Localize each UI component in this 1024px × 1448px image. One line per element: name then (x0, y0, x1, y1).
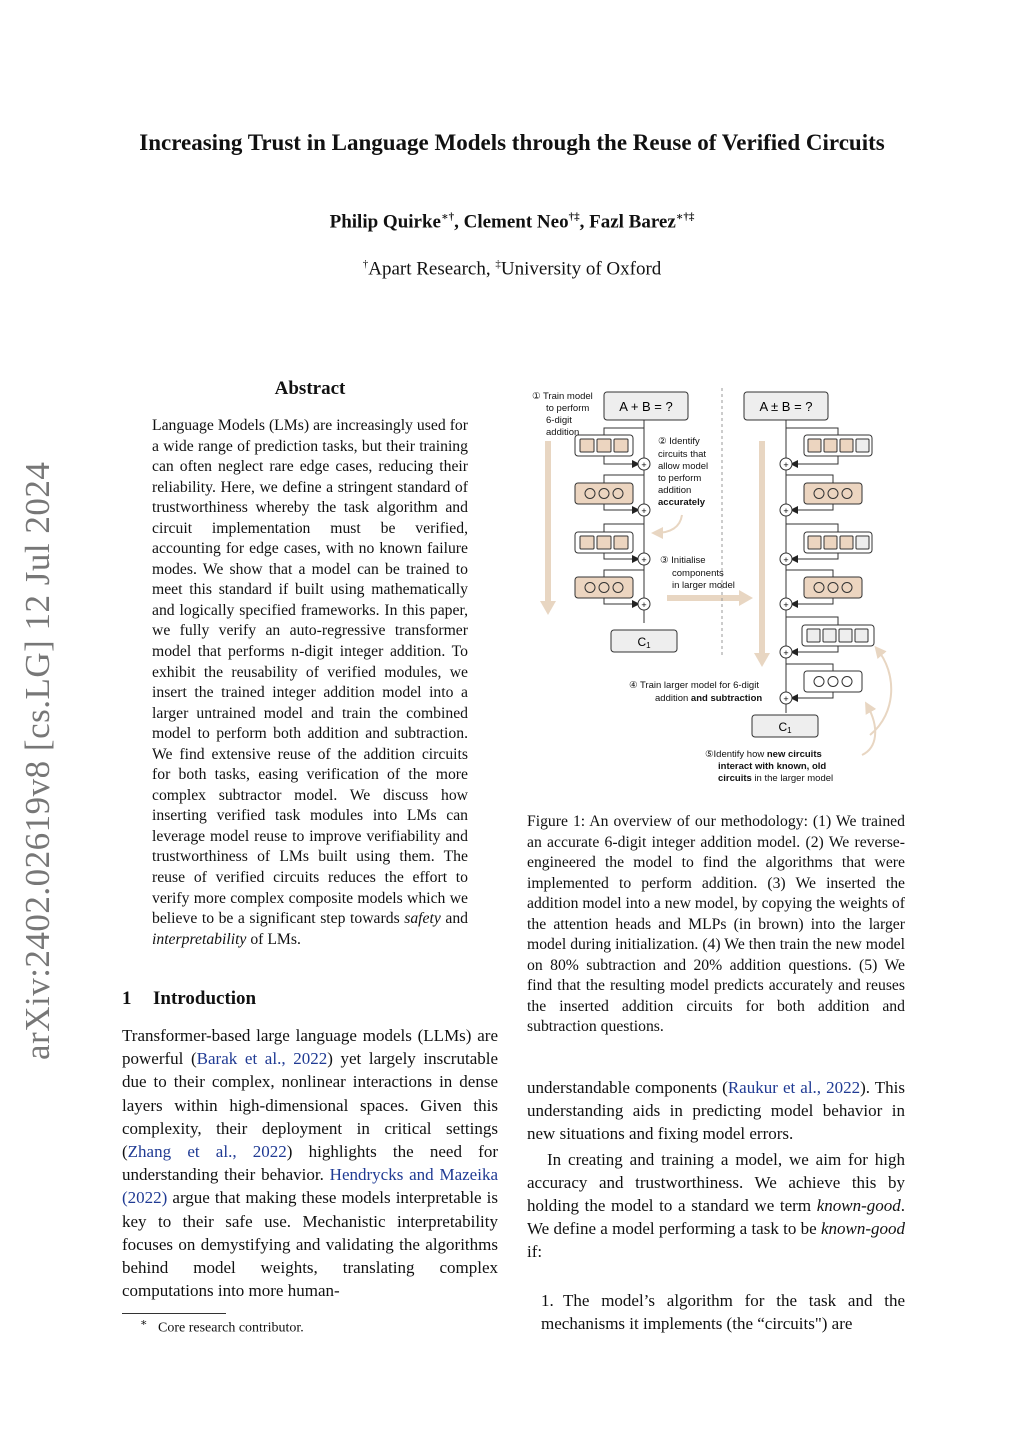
body-text: . We define a model performing a task to be (527, 1196, 905, 1239)
large-model (744, 392, 891, 755)
plus-sign: + (783, 648, 789, 658)
section-title: Introduction (153, 988, 257, 1009)
citation-link[interactable]: Hendrycks and Mazeika (2022) (122, 1165, 498, 1208)
intro-text: ) highlights the need for understanding their behavior. (122, 1142, 499, 1185)
step-3-label (660, 555, 735, 591)
introduction-paragraph (122, 1024, 498, 1302)
step-3-line: in larger model (672, 580, 735, 591)
step-3-line: components (672, 568, 724, 579)
intro-text: argue that making these models interpretable is key to their safe use. Mechanistic interpretability focuses on demystifying and validating the algorithms behind model weights, translating complex computations into more human- (122, 1188, 498, 1301)
citation-link[interactable]: Barak et al., 2022 (196, 1049, 328, 1069)
figure-1-diagram (525, 383, 910, 788)
mlp-block (575, 483, 633, 504)
footnote (140, 1316, 304, 1337)
intro-text: ) yet largely inscrutable due to their complex, nonlinear interactions in dense layers within high-dimensional spaces. Given this complexity, their deployment in critical settings ( (122, 1049, 499, 1162)
step-2-line: accurately (658, 497, 706, 508)
step-2-label (658, 436, 708, 508)
step-1-line: to perform (546, 403, 590, 414)
author-marks: ∗†‡ (675, 211, 695, 223)
list-item: The model’s algorithm for the task and the mechanisms it implements (the “circuits") are (541, 1291, 905, 1334)
author-marks: ∗† (440, 211, 455, 223)
step-5-text: ⑤Identify how (705, 749, 767, 760)
body-text: ). This understanding aids in predicting model behavior in new situations and fixing model errors. (527, 1078, 905, 1144)
step-5-bold: circuits (718, 773, 752, 784)
section-number: 1 (122, 988, 132, 1009)
paragraph (527, 1148, 905, 1264)
footnote-mark: ∗ (140, 1317, 148, 1329)
mlp-block (575, 577, 633, 598)
svg-text:addition and subtraction (655, 693, 762, 704)
mlp-block (804, 577, 862, 598)
step-2-line: circuits that (658, 449, 707, 460)
step-4-bold: and subtraction (690, 693, 763, 704)
step-1-line: ① Train model (532, 391, 593, 402)
author-marks: †‡ (568, 211, 580, 223)
abstract-safety: safety (404, 910, 441, 928)
plus-sign: + (783, 460, 789, 470)
step-4-line: ④ Train larger model for 6-digit (629, 680, 759, 691)
step-5-bold: new circuits (766, 749, 822, 760)
right-column-text (527, 1076, 905, 1264)
plus-sign: + (783, 694, 789, 704)
figure-1-caption: Figure 1: An overview of our methodology: (1) We trained an accurate 6-digit integer addition model. (2) We reverse-engineered the model to find the algorithms that were implemented to perform addition. (3) We inserted the addition model into a new model, by copying the weights of the attention heads and MLPs (in brown) into the larger model during initialization. (4) We then train the new model on 80% subtraction and 20% addition questions. (5) We find that the resulting model predicts accurately and reuses the inserted addition circuits for both addition and subtraction questions. (527, 813, 905, 1035)
plus-sign: + (783, 506, 789, 516)
step-1-label (532, 391, 593, 438)
footnote-text: Core research contributor. (157, 1320, 304, 1336)
body-text: understandable components ( (527, 1078, 728, 1097)
plus-sign: + (641, 600, 647, 610)
step-2-line: to perform (658, 473, 702, 484)
step-5-label (705, 749, 833, 784)
output-label: C (637, 635, 647, 649)
paper-title: Increasing Trust in Language Models through the Reuse of Verified Circuits (139, 130, 885, 155)
citation-link[interactable]: Raukur et al., 2022 (727, 1078, 861, 1097)
abstract-end: of LMs. (246, 930, 301, 948)
svg-text:circuits in the larger model (718, 773, 833, 784)
abstract-and: and (440, 910, 469, 928)
affil-mark: ‡ (495, 258, 501, 270)
citation-link[interactable]: Zhang et al., 2022 (127, 1142, 287, 1162)
input-label-addition: A + B = ? (619, 399, 673, 414)
step-2-line: ② Identify (658, 436, 700, 447)
train-arrow-right-head (754, 653, 770, 667)
step-5-text: in the larger model (751, 773, 834, 784)
author-name: Clement Neo (463, 211, 569, 233)
step-1-line: 6-digit (546, 415, 572, 426)
footnote-rule (122, 1313, 226, 1314)
term-known-good: known-good (820, 1219, 905, 1239)
plus-sign: + (783, 600, 789, 610)
body-text: In creating and training a model, we aim for high accuracy and trustworthiness. We achieve this by holding the model to a standard we term (527, 1149, 905, 1216)
abstract-interpretability: interpretability (152, 930, 247, 948)
svg-text:⑤Identify how new circuits (705, 749, 822, 760)
output-subscript: 1 (787, 726, 792, 735)
interaction-arrow (862, 705, 875, 755)
plus-sign: + (641, 555, 647, 565)
small-model (575, 392, 688, 652)
init-arrow-head (739, 590, 753, 606)
step-5-bold: interact with known, old (718, 761, 827, 772)
input-label-addsub: A ± B = ? (759, 399, 813, 414)
affiliations: †Apart Research, ‡University of Oxford (362, 258, 662, 280)
abstract-body (152, 416, 468, 950)
paragraph (527, 1076, 905, 1146)
mlp-block (804, 483, 862, 504)
arxiv-identifier: arXiv:2402.02619v8 [cs.LG] 12 Jul 2024 (18, 461, 57, 1060)
affil-mark: † (362, 258, 369, 270)
step-1-line: addition (546, 427, 580, 438)
mlp-block-new (804, 671, 862, 692)
body-text: if: (527, 1242, 543, 1262)
intro-text: Transformer-based large language models (LLMs) are powerful ( (122, 1026, 498, 1069)
list-number: 1. (541, 1291, 554, 1310)
output-subscript: 1 (646, 641, 651, 650)
affil-name: Apart Research (368, 258, 486, 280)
abstract-text: Language Models (LMs) are increasingly used for a wide range of prediction tasks, but their training can often neglect rare edge cases, reducing their reliability. Here, we define a stringent standard of trustworthiness whereby the task algorithm and circuit implementation must be verified, accounting for edge cases, with no known failure modes. We show that a model can be trained to meet this standard if built using mathematically and logically specified frameworks. In this paper, we fully verify an auto-regressive transformer model that performs n-digit integer addition. To exhibit the reusability of verified modules, we insert the trained integer addition model into a larger untrained model and train the combined model to perform both addition and subtraction. We find extensive reuse of the addition circuits for both tasks, easing verification of the more complex subtractor model. We discuss how inserting verified task modules into LMs can leverage model reuse to improve verifiability and trustworthiness of LMs built using them. The reuse of verified circuits reduces the effort to verify more complex composite models which we believe to be a significant step towards (152, 417, 468, 928)
plus-sign: + (783, 555, 789, 565)
step-4-line: addition (655, 693, 691, 704)
affil-name: University of Oxford (500, 258, 662, 280)
abstract-heading: Abstract (274, 378, 346, 399)
step-4-label (629, 680, 762, 704)
term-known-good: known-good (816, 1196, 901, 1216)
step-2-line: allow model (658, 461, 709, 472)
output-label: C (778, 720, 788, 734)
author-name: Fazl Barez (589, 211, 676, 233)
section-heading-introduction (122, 988, 256, 1010)
identify-arrow (655, 515, 682, 533)
author-name: Philip Quirke (329, 211, 441, 233)
plus-sign: + (641, 506, 647, 516)
author-list: Philip Quirke∗†, Clement Neo†‡, Fazl Barez∗†‡ (329, 211, 695, 233)
plus-sign: + (641, 460, 647, 470)
train-arrow-left-head (540, 601, 556, 615)
step-3-line: ③ Initialise (660, 555, 706, 566)
criteria-list (541, 1289, 905, 1335)
step-2-line: addition (658, 485, 692, 496)
